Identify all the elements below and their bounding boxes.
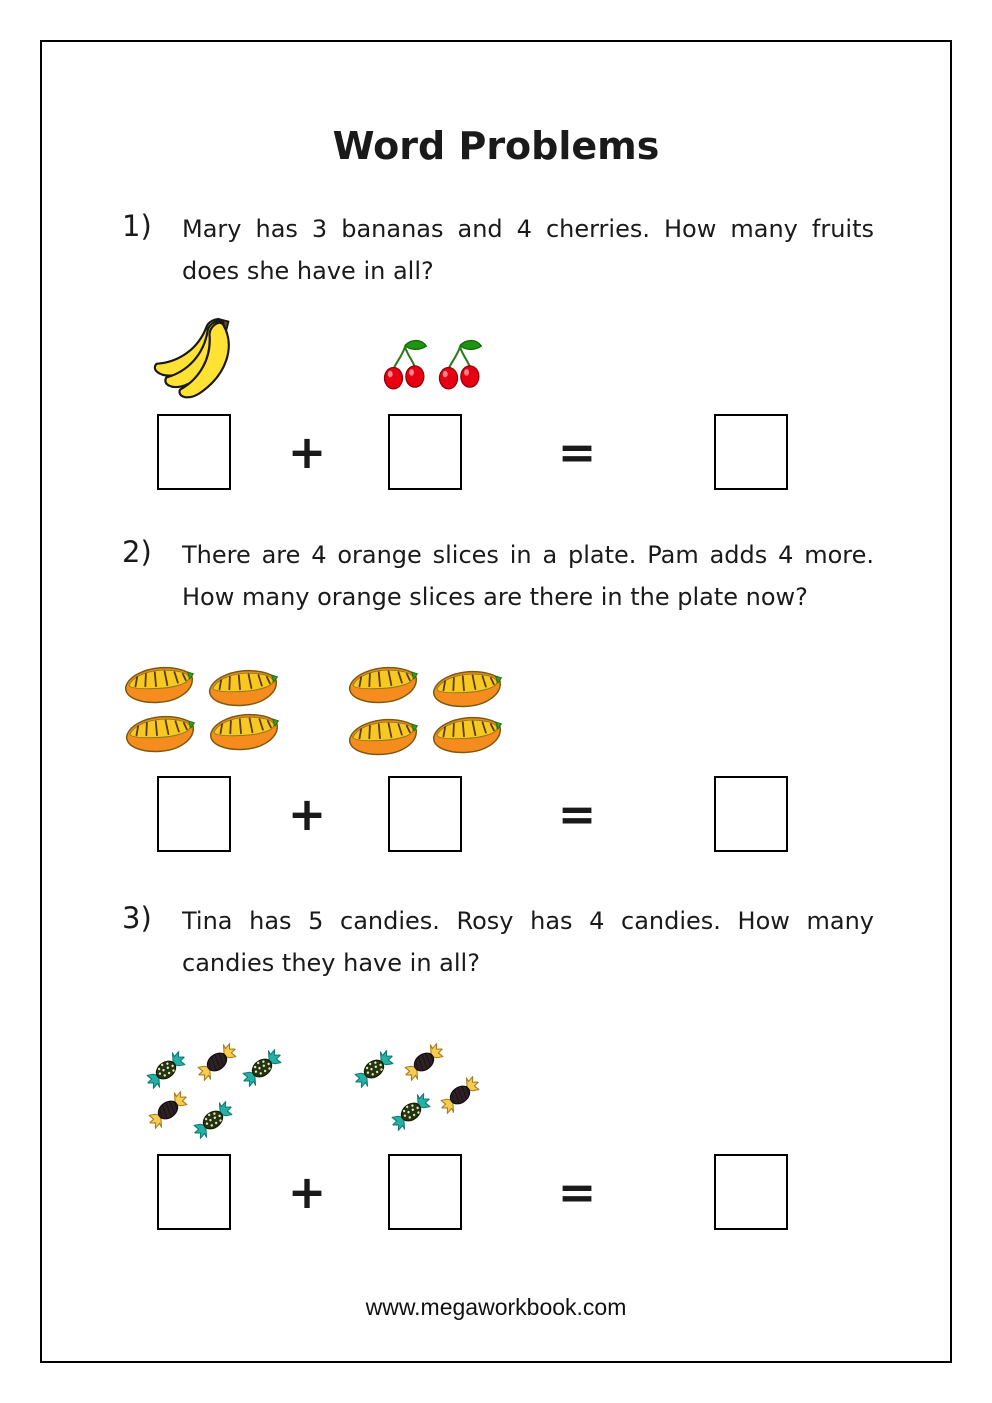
problem-text-line1: Mary has 3 bananas and 4 cherries. How many fruits	[182, 215, 874, 243]
sum-box[interactable]	[714, 1154, 788, 1230]
candy-icon	[434, 1072, 485, 1119]
candy-icon	[398, 1039, 449, 1086]
problem-number: 1)	[122, 209, 152, 243]
addend-box-2[interactable]	[388, 776, 462, 852]
orange-slice-icon	[123, 710, 198, 758]
problem-text-line1: Tina has 5 candies. Rosy has 4 candies. How many	[182, 907, 874, 935]
orange-slice-icon	[346, 661, 421, 709]
banana-bunch-icon	[148, 316, 246, 404]
orange-slice-icon	[122, 661, 197, 709]
candy-icon	[187, 1097, 238, 1144]
problem-text-line1: There are 4 orange slices in a plate. Pam adds 4 more.	[182, 541, 874, 569]
sum-box[interactable]	[714, 414, 788, 490]
problem-3	[122, 900, 882, 984]
equation-row-1	[42, 414, 950, 492]
problem-number: 2)	[122, 535, 152, 569]
orange-slice-icon	[346, 713, 421, 761]
equals-sign: =	[557, 425, 597, 479]
addend-box-2[interactable]	[388, 414, 462, 490]
problem-2-art-group-1	[124, 664, 284, 760]
equation-row-2	[42, 776, 950, 854]
candy-icon	[348, 1046, 399, 1093]
problem-2	[122, 534, 882, 618]
candy-icon	[191, 1039, 242, 1086]
problem-number: 3)	[122, 901, 152, 935]
candy-icon	[236, 1045, 287, 1092]
problem-text-line2: does she have in all?	[182, 257, 434, 285]
equals-sign: =	[557, 787, 597, 841]
plus-sign: +	[287, 1165, 327, 1219]
cherry-pair-icon	[437, 334, 483, 396]
problem-2-art-group-2	[348, 664, 508, 760]
website-url: www.megaworkbook.com	[365, 1294, 627, 1320]
problem-3-art-group-2	[350, 1030, 495, 1155]
addend-box-2[interactable]	[388, 1154, 462, 1230]
cherry-pair-icon	[382, 334, 428, 396]
plus-sign: +	[287, 787, 327, 841]
page-border	[40, 40, 952, 1363]
problem-text-line2: How many orange slices are there in the plate now?	[182, 583, 808, 611]
orange-slice-icon	[430, 665, 505, 713]
orange-slice-icon	[206, 664, 281, 712]
problem-1-art-cherries	[382, 334, 483, 400]
sum-box[interactable]	[714, 776, 788, 852]
candy-icon	[385, 1089, 436, 1136]
addend-box-1[interactable]	[157, 414, 231, 490]
equals-sign: =	[557, 1165, 597, 1219]
candy-icon	[140, 1047, 191, 1094]
orange-slice-icon	[430, 711, 505, 759]
orange-slice-icon	[207, 708, 282, 756]
candy-icon	[142, 1087, 193, 1134]
plus-sign: +	[287, 425, 327, 479]
page-title: Word Problems	[332, 124, 660, 168]
problem-1	[122, 208, 882, 292]
problem-1-art	[148, 316, 246, 408]
equation-row-3	[42, 1154, 950, 1232]
addend-box-1[interactable]	[157, 776, 231, 852]
problem-3-art-group-1	[137, 1030, 302, 1155]
addend-box-1[interactable]	[157, 1154, 231, 1230]
problem-text-line2: candies they have in all?	[182, 949, 480, 977]
